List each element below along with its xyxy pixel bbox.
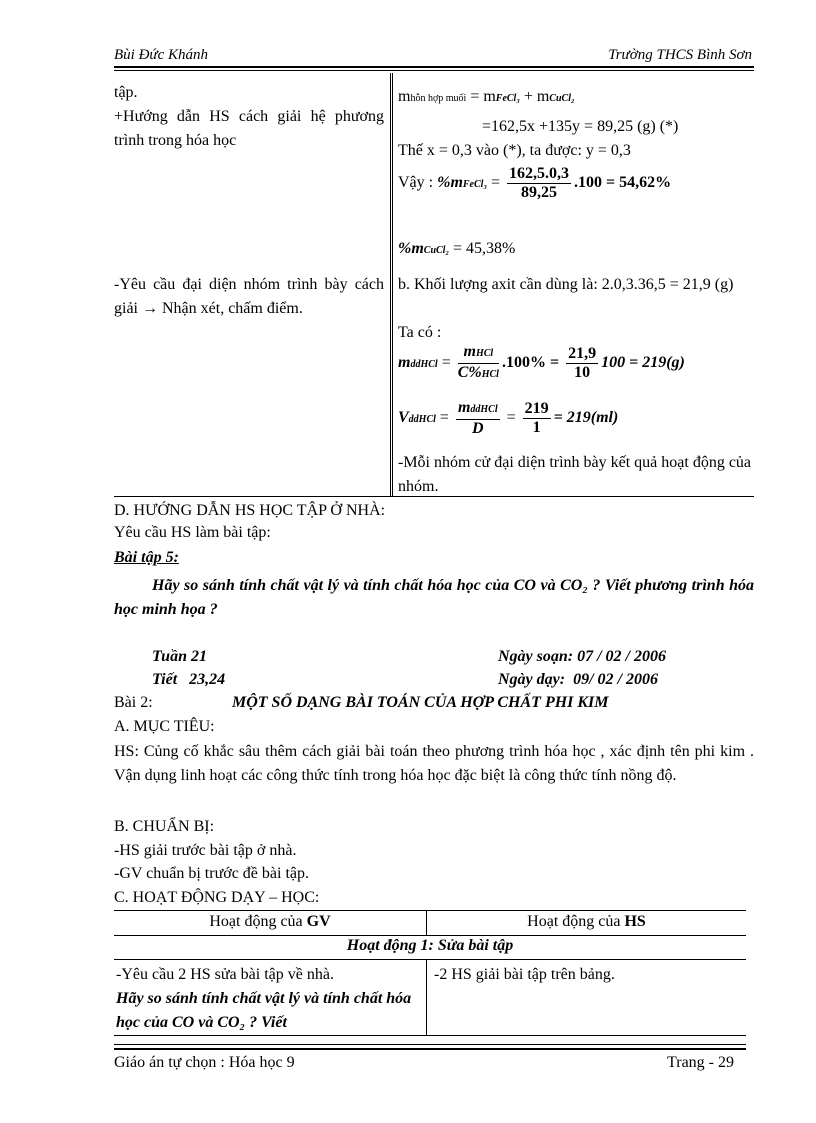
acid-mass-line: b. Khối lượng axit cần dùng là: 2.0,3.36,5 = 21,9 (g): [398, 276, 734, 293]
vdd-formula: VddHCl = $\frac{\text{mddHCl}}{D}$ = $\frac{219}{1}$ = 219(ml): [398, 399, 619, 437]
page-header: [114, 44, 752, 68]
section-d-title: D. HƯỚNG DẪN HS HỌC TẬP Ở NHÀ:: [114, 502, 386, 519]
header-school: Trường THCS Bình Sơn: [608, 47, 752, 63]
group-report: -Mỗi nhóm cử đại diện trình bày kết quả hoạt động của nhóm.: [398, 454, 752, 495]
column-divider: [390, 73, 393, 496]
header-author: Bùi Đức Khánh: [114, 47, 209, 63]
teacher-col-guide: +Hướng dẫn HS cách giải hệ phương trình trong hóa học: [114, 108, 384, 149]
header-divider: [426, 911, 427, 935]
pct-cucl2: %mCuCl₂ = 45,38%: [398, 240, 516, 257]
objectives-title: A. MỤC TIÊU:: [114, 718, 215, 735]
week: Tuần 21: [152, 648, 207, 665]
activity-title: Hoạt động 1: Sửa bài tập: [346, 937, 514, 954]
preparation-title: B. CHUẨN BỊ:: [114, 818, 215, 835]
activity-table-continued: [114, 73, 754, 497]
header-gv: Hoạt động của GV: [209, 913, 331, 930]
period: Tiết 23,24: [152, 671, 226, 688]
mdd-formula: mddHCl = $\frac{\text{mHCl}}{\text{C\%HCl}}$ .100% = $\frac{21,9}{10}$ 100 = 219(g): [398, 343, 685, 381]
prep-gv: -GV chuẩn bị trước đề bài tập.: [114, 865, 309, 882]
teacher-col-line1: tập.: [114, 84, 138, 101]
page-footer: [114, 1054, 734, 1078]
lesson-title: MỘT SỐ DẠNG BÀI TOÁN CỦA HỢP CHẤT PHI KIM: [232, 694, 609, 711]
header-rule-thin: [114, 70, 754, 71]
gv-question: Hãy so sánh tính chất vật lý và tính chất hóa học của CO và CO₂ ? Viết: [116, 990, 412, 1031]
header-rule: [114, 66, 754, 68]
exercise-label: Bài tập 5:: [114, 549, 179, 566]
homework-request: Yêu cầu HS làm bài tập:: [114, 524, 271, 541]
gv-request: -Yêu cầu 2 HS sửa bài tập về nhà.: [116, 966, 334, 983]
lesson-number: Bài 2:: [114, 694, 153, 711]
footer-rule-thick: [114, 1048, 746, 1050]
activities-title: C. HOẠT ĐỘNG DẠY – HỌC:: [114, 889, 320, 906]
teach-date: Ngày dạy: 09/ 02 / 2006: [498, 671, 658, 688]
teacher-col-request: -Yêu cầu đại diện nhóm trình bày cách giải → Nhận xét, chấm điểm.: [114, 276, 384, 317]
body-divider: [426, 960, 427, 1035]
activity-row: [114, 935, 746, 960]
footer-rule: [114, 1044, 746, 1045]
activity-table: [114, 910, 746, 1036]
taco-label: Ta có :: [398, 324, 442, 341]
hs-response: -2 HS giải bài tập trên bảng.: [434, 966, 615, 983]
table-header-row: [114, 911, 746, 936]
prep-date: Ngày soạn: 07 / 02 / 2006: [498, 648, 666, 665]
exercise-text: Hãy so sánh tính chất vật lý và tính chất hóa học của CO và CO₂ ? Viết phương trình hóa học minh họa ?: [114, 577, 754, 618]
footer-title: Giáo án tự chọn : Hóa học 9: [114, 1054, 295, 1071]
objectives-text: HS: Củng cố khắc sâu thêm cách giải bài toán theo phương trình hóa học , xác định tên phi kim . Vận dụng linh hoạt các công thức tính trong hóa học đặc biệt là công thức tính nồng độ.: [114, 743, 754, 784]
pct-fecl3-formula: Vậy : %mFeCl₃ = $\frac{162,5.0,3}{89,25}$ .100 = 54,62%: [398, 165, 672, 201]
substitution-line: Thế x = 0,3 vào (*), ta được: y = 0,3: [398, 142, 631, 159]
prep-hs: -HS giải trước bài tập ở nhà.: [114, 842, 297, 859]
header-hs: Hoạt động của HS: [527, 913, 646, 930]
mix-mass-eq: mhỗn hợp muối = mFeCl₃ + mCuCl₂: [398, 88, 575, 105]
mix-mass-value: =162,5x +135y = 89,25 (g) (*): [482, 118, 679, 135]
gv-cell: [116, 963, 424, 1035]
page-number: Trang - 29: [667, 1054, 734, 1071]
